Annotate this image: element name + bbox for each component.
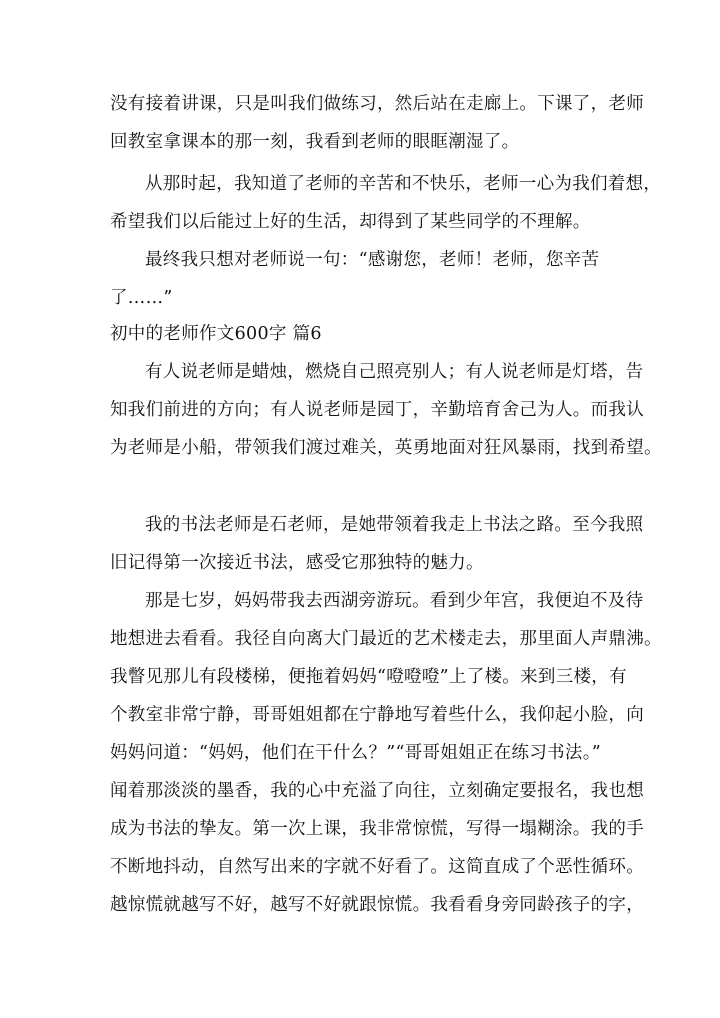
text-line: 了……” [110, 288, 173, 308]
text-line: 越惊慌就越写不好，越写不好就跟惊慌。我看看身旁同龄孩子的字， [110, 895, 644, 915]
text-line: 成为书法的挚友。第一次上课，我非常惊慌，写得一塌糊涂。我的手 [110, 819, 644, 839]
text-line: 为老师是小船，带领我们渡过难关，英勇地面对狂风暴雨，找到希望。 [110, 438, 662, 458]
text-line: 个教室非常宁静，哥哥姐姐都在宁静地写着些什么，我仰起小脸，向 [110, 705, 644, 725]
text-line: 从那时起，我知道了老师的辛苦和不快乐，老师一心为我们着想， [145, 174, 662, 194]
text-line: 最终我只想对老师说一句：“感谢您，老师！老师，您辛苦 [145, 250, 600, 270]
text-line: 希望我们以后能过上好的生活，却得到了某些同学的不理解。 [110, 212, 591, 232]
section-heading: 初中的老师作文600字 篇6 [110, 324, 322, 344]
text-line: 我瞥见那儿有段楼梯，便拖着妈妈“噔噔噔”上了楼。来到三楼，有 [110, 667, 627, 687]
text-line: 知我们前进的方向；有人说老师是园丁，辛勤培育舍己为人。而我认 [110, 400, 644, 420]
text-line: 回教室拿课本的那一刻，我看到老师的眼眶潮湿了。 [110, 132, 520, 152]
text-line: 不断地抖动，自然写出来的字就不好看了。这简直成了个恶性循环。 [110, 857, 644, 877]
text-line: 地想进去看看。我径自向离大门最近的艺术楼走去，那里面人声鼎沸。 [110, 629, 662, 649]
text-line: 闻着那淡淡的墨香，我的心中充溢了向往，立刻确定要报名，我也想 [110, 781, 644, 801]
text-line: 妈妈问道：“妈妈，他们在干什么？”“哥哥姐姐正在练习书法。” [110, 743, 602, 763]
text-line: 有人说老师是蜡烛，燃烧自己照亮别人；有人说老师是灯塔，告 [145, 362, 644, 382]
text-line: 没有接着讲课，只是叫我们做练习，然后站在走廊上。下课了，老师 [110, 94, 644, 114]
text-line: 旧记得第一次接近书法，感受它那独特的魅力。 [110, 553, 484, 573]
text-line: 那是七岁，妈妈带我去西湖旁游玩。看到少年宫，我便迫不及待 [145, 591, 644, 611]
text-line: 我的书法老师是石老师，是她带领着我走上书法之路。至今我照 [145, 515, 644, 535]
